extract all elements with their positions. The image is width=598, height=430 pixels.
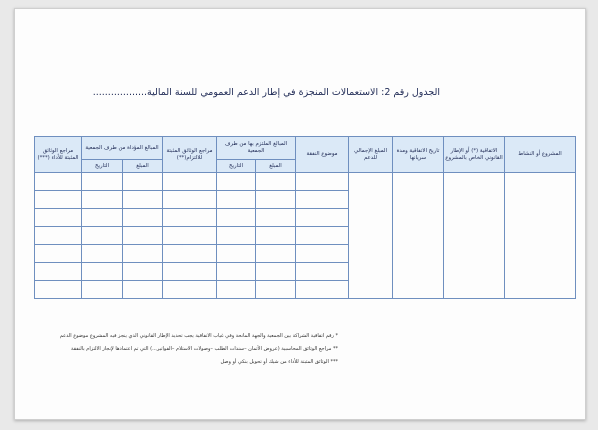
table-cell — [256, 227, 296, 245]
table-cell — [296, 263, 349, 281]
table-cell — [217, 245, 256, 263]
header-agreement: الاتفاقية (*) أو الإطار القانوني الخاص بالمشروع — [444, 137, 505, 173]
subheader-committed-amount: المبلغ — [256, 160, 296, 173]
table-cell — [35, 191, 82, 209]
header-paid-amounts: المبالغ المؤداة من طرف الجمعية — [82, 137, 163, 160]
table-cell — [35, 227, 82, 245]
cell-agreement-date — [393, 173, 444, 299]
table-cell — [123, 263, 163, 281]
table-cell — [296, 191, 349, 209]
table-cell — [123, 281, 163, 299]
table-cell — [163, 263, 217, 281]
table-cell — [123, 245, 163, 263]
header-expense-subject: موضوع النفقة — [296, 137, 349, 173]
table-cell — [163, 281, 217, 299]
table-cell — [82, 281, 123, 299]
table-cell — [35, 173, 82, 191]
subheader-paid-date: التاريخ — [82, 160, 123, 173]
cell-total-amount — [349, 173, 393, 299]
page-title: الجدول رقم 2: الاستعمالات المنجزة في إطار الدعم العمومي للسنة المالية.................. — [92, 87, 440, 98]
table-cell — [82, 209, 123, 227]
table-cell — [123, 227, 163, 245]
header-commitment-docs: مراجع الوثائق المثبتة للالتزام(**) — [163, 137, 217, 173]
table-cell — [217, 191, 256, 209]
table-cell — [296, 173, 349, 191]
table-cell — [296, 281, 349, 299]
table-cell — [296, 245, 349, 263]
header-committed-amounts: المبالغ الملتزم بها من طرف الجمعية — [217, 137, 296, 160]
table-cell — [163, 227, 217, 245]
header-payment-docs: مراجع الوثائق المثبتة للأداء (***) — [35, 137, 82, 173]
table-cell — [217, 281, 256, 299]
footnote-1: * رقم اتفاقية الشراكة بين الجمعية والجهة المانحة وفي غياب الاتفاقية يجب تحديد الإطار القانوني الذي ينجز فيه المشروع موضوع الدعم — [59, 333, 338, 339]
table-cell — [256, 281, 296, 299]
header-agreement-date: تاريخ الاتفاقية ومدة سريانها — [393, 137, 444, 173]
table-cell — [35, 245, 82, 263]
cell-project — [505, 173, 576, 299]
table-cell — [123, 209, 163, 227]
table-cell — [217, 173, 256, 191]
table-cell — [35, 281, 82, 299]
table-cell — [35, 209, 82, 227]
table-cell — [256, 173, 296, 191]
table-cell — [82, 191, 123, 209]
table-cell — [82, 173, 123, 191]
table-cell — [217, 227, 256, 245]
table-cell — [217, 209, 256, 227]
table-cell — [123, 173, 163, 191]
table-cell — [163, 173, 217, 191]
table-cell — [256, 209, 296, 227]
table-cell — [82, 227, 123, 245]
table-cell — [217, 263, 256, 281]
subheader-paid-amount: المبلغ — [123, 160, 163, 173]
subheader-committed-date: التاريخ — [217, 160, 256, 173]
footnotes — [8, 330, 338, 369]
table-cell — [82, 245, 123, 263]
uses-table — [34, 136, 576, 299]
table-cell — [163, 191, 217, 209]
table-cell — [296, 209, 349, 227]
table-cell — [256, 245, 296, 263]
table-cell — [35, 263, 82, 281]
table-cell — [123, 191, 163, 209]
table-cell — [256, 191, 296, 209]
table-cell — [256, 263, 296, 281]
footnote-3: *** الوثائق المثبتة للأداء من شيك أو تحويل بنكي أو وصل — [220, 359, 338, 365]
table-cell — [163, 209, 217, 227]
header-total-amount: المبلغ الإجمالي للدعم — [349, 137, 393, 173]
table-cell — [82, 263, 123, 281]
cell-agreement — [444, 173, 505, 299]
table-cell — [163, 245, 217, 263]
footnote-2: ** مراجع الوثائق المحاسبية (عروض الأثمان –سندات الطلب –وصولات الاستلام –الفواتير...) التي تم اعتمادها لإنجاز الالتزام بالنفقة — [70, 346, 338, 352]
table-cell — [296, 227, 349, 245]
header-project: المشروع أو النشاط — [505, 137, 576, 173]
